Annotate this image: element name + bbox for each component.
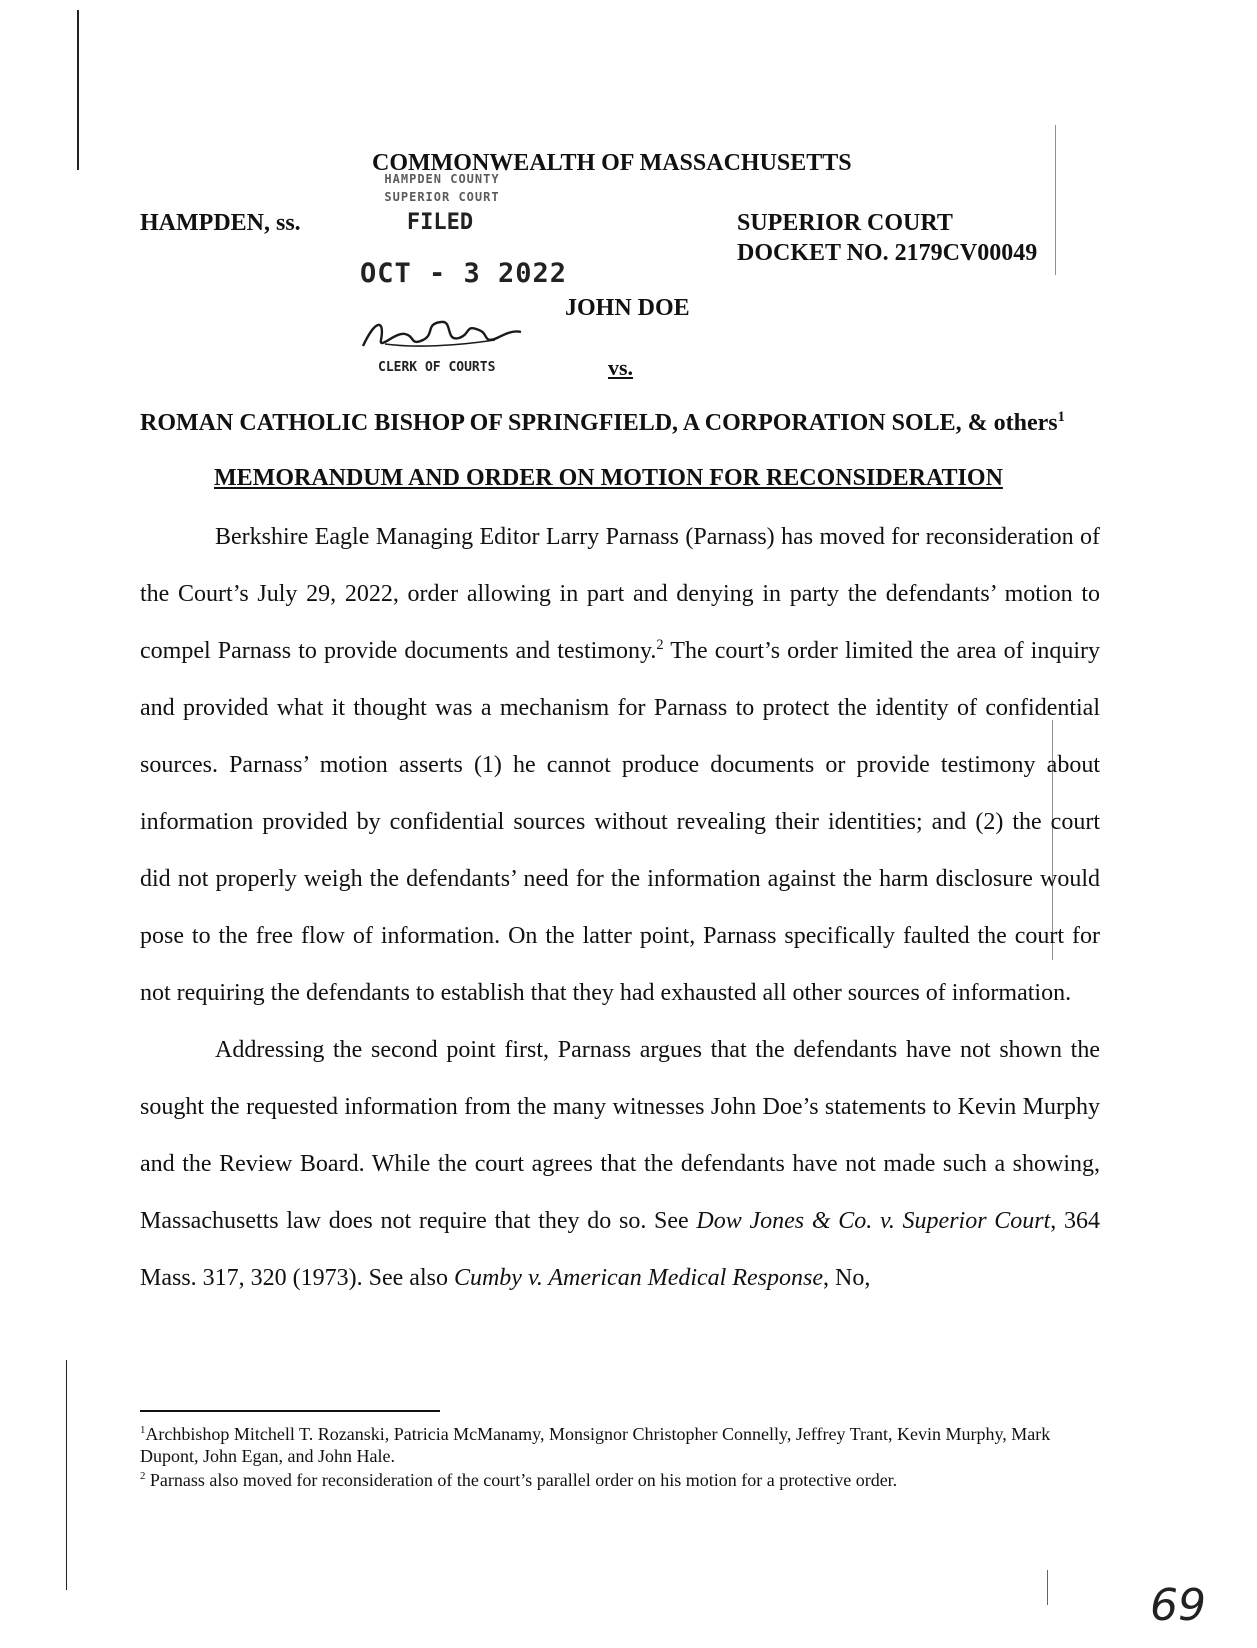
stamp-filed: FILED — [406, 210, 474, 235]
paragraph-2 — [140, 1022, 1100, 1307]
paragraph-2-text-c: , No, — [822, 1265, 871, 1291]
case-citation-dow-jones: Dow Jones & Co. v. Superior Court — [696, 1208, 1051, 1234]
footnote-ref-2: 2 — [656, 637, 664, 653]
versus-label: vs. — [608, 355, 634, 380]
paragraph-2-text-b: , 364 Mass. 317, 320 (1973). See also — [140, 1208, 1101, 1291]
footnote-2-number: 2 — [140, 1470, 146, 1482]
footnote-ref-1: 1 — [1057, 409, 1065, 425]
defendant-caption — [140, 410, 1065, 437]
footnote-2 — [140, 1469, 1100, 1491]
paragraph-1-text-a: Berkshire Eagle Managing Editor Larry Parnass (Parnass) has moved for reconsideration of the Court’s July 29, 2022, order allowing in part and denying in party the defendants’ motion to compel Parnass to provide documents and testimony. — [140, 524, 1100, 664]
court-label: SUPERIOR COURT — [737, 210, 953, 236]
stamp-date: OCT - 3 2022 — [360, 258, 568, 289]
case-citation-cumby: Cumby v. American Medical Response — [453, 1265, 823, 1291]
scan-edge-line — [1047, 1570, 1048, 1605]
body-text — [140, 509, 1100, 1307]
paragraph-1-text-b: The court’s order limited the area of inquiry and provided what it thought was a mechanism for Parnass to protect the identity of confidential sources. Parnass’ motion asserts (1) he cannot produce documents or provide testimony about information provided by confidential sources without revealing their identities; and (2) the court did not properly weigh the defendants’ need for the information against the harm disclosure would pose to the free flow of information. On the latter point, Parnass specifically faulted the court for not requiring the defendants to establish that they had exhausted all other sources of information. — [140, 638, 1101, 1006]
stamp-county: HAMPDEN COUNTY — [384, 172, 500, 186]
scan-edge-line — [1055, 125, 1056, 275]
footnote-divider — [140, 1410, 440, 1412]
document-title: MEMORANDUM AND ORDER ON MOTION FOR RECONSIDERATION — [214, 465, 1003, 491]
plaintiff-name: JOHN DOE — [565, 295, 690, 321]
commonwealth-heading: COMMONWEALTH OF MASSACHUSETTS — [372, 150, 852, 176]
stamp-court: SUPERIOR COURT — [384, 190, 500, 204]
clerk-signature — [355, 310, 525, 356]
paragraph-2-text-a: Addressing the second point first, Parnass argues that the defendants have not shown the sought the requested information from the many witnesses John Doe’s statements to Kevin Murphy and the Review Board. While the court agrees that the defendants have not made such a showing, Massachusetts law does not require that they do so. See — [140, 1037, 1100, 1234]
footnote-1 — [140, 1423, 1100, 1467]
footnote-1-number: 1 — [140, 1424, 146, 1436]
defendant-name: ROMAN CATHOLIC BISHOP OF SPRINGFIELD, A CORPORATION SOLE, & others — [140, 410, 1058, 436]
scan-edge-line — [66, 1360, 67, 1590]
stamp-clerk: CLERK OF COURTS — [378, 360, 496, 375]
footnote-1-text: Archbishop Mitchell T. Rozanski, Patricia McManamy, Monsignor Christopher Connelly, Jeffrey Trant, Kevin Murphy, Mark Dupont, John Egan, and John Hale. — [140, 1424, 1051, 1466]
docket-number: DOCKET NO. 2179CV00049 — [737, 240, 1038, 266]
scan-edge-line — [77, 10, 79, 170]
county-label: HAMPDEN, ss. — [140, 210, 301, 236]
footnote-2-text: Parnass also moved for reconsideration of the court’s parallel order on his motion for a protective order. — [145, 1470, 898, 1490]
page-number: 69 — [1150, 1580, 1206, 1631]
paragraph-1 — [140, 509, 1100, 1022]
